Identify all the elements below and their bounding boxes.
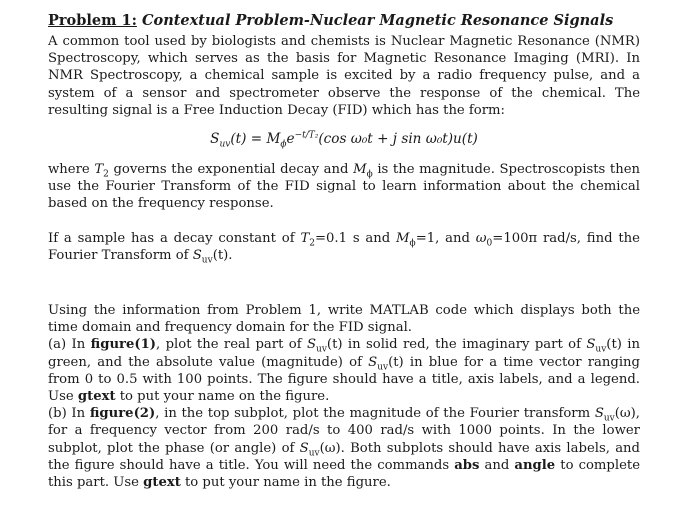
matlab-intro-paragraph: Using the information from Problem 1, write MATLAB code which displays both the time domain and frequency domain for the FID signal. [48, 303, 640, 336]
problem-title [48, 12, 640, 30]
fid-equation: $S_{uv}(t) = M_\phi e^{-t/T_2}(\cos$ ω₀t + j sin ω₀t)u(t) [210, 130, 478, 150]
problem-topic: Contextual Problem-Nuclear Magnetic Resonance Signals [141, 12, 614, 29]
part-a-paragraph: (a) In figure(1), plot the real part of $S_{uv}(t)$ in solid red, the imaginary part of $S_{uv}(t)$ in green, and the absolute value (magnitude) of $S_{uv}(t)$ in blue for a time vector ranging from 0 to 0.5 with 100 points. The figure should have a title, axis labels, and a legend. Use gtext to put your name on the figure. [48, 337, 640, 405]
intro-paragraph: A common tool used by biologists and chemists is Nuclear Magnetic Resonance (NMR) Spectroscopy, which serves as the basis for Magnetic Resonance Imaging (MRI). In NMR Spectroscopy, a chemical sample is excited by a radio frequency pulse, and a system of a sensor and spectrometer observe the response of the chemical. The resulting signal is a Free Induction Decay (FID) which has the form: [48, 34, 640, 118]
problem-document [48, 12, 640, 491]
explanation-paragraph: where $T_2$ governs the exponential decay and $M_\phi$ is the magnitude. Spectroscopists then use the Fourier Transform of the FID signal to learn information about the chemical based on the frequency response. [48, 162, 640, 212]
problem-number: Problem 1: [48, 12, 137, 29]
given-paragraph: If a sample has a decay constant of $T_2=0.1$ s and $M_\phi=1$, and $\omega_0=100\pi$ rad/s, find the Fourier Transform of $S_{uv}(t)$. [48, 230, 640, 266]
part-b-paragraph: (b) In figure(2), in the top subplot, plot the magnitude of the Fourier transform $S_{uv}(\omega)$, for a frequency vector from 200 rad/s to 400 rad/s with 1000 points. In the lower subplot, plot the phase (or angle) of $S_{uv}(\omega)$. Both subplots should have axis labels, and the figure should have a title. You will need the commands abs and angle to complete this part. Use gtext to put your name in the figure. [48, 406, 640, 491]
